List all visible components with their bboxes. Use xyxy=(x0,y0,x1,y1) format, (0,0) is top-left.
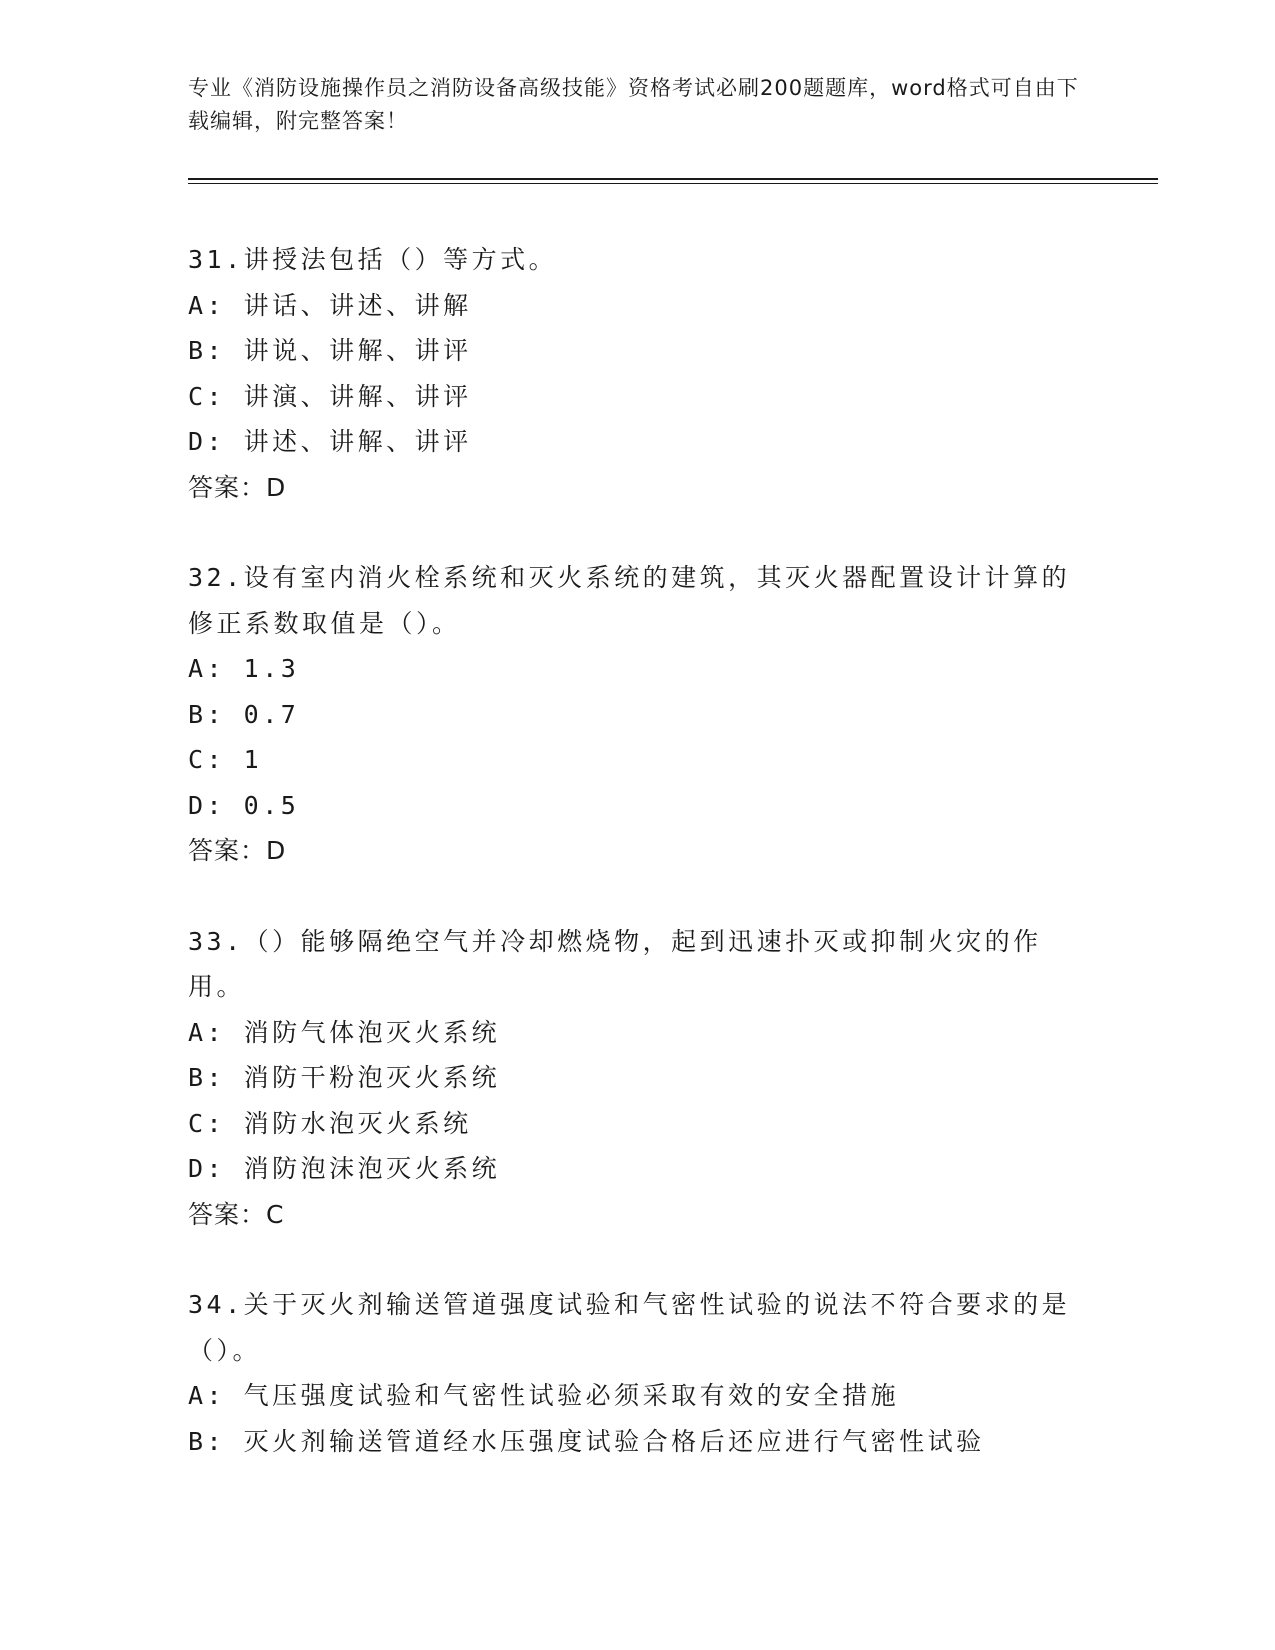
answer-line: 答案：D xyxy=(188,836,287,865)
option-d: D: 消防泡沫泡灭火系统 xyxy=(188,1154,501,1183)
option-b: B: 消防干粉泡灭火系统 xyxy=(188,1063,501,1092)
option-c: C: 消防水泡灭火系统 xyxy=(188,1108,472,1138)
option-a: A: 气压强度试验和气密性试验必须采取有效的安全措施 xyxy=(188,1381,900,1410)
header-divider-thick xyxy=(188,178,1158,180)
answer-line: 答案：C xyxy=(188,1199,285,1229)
question-31 xyxy=(188,237,1088,510)
option-a: A: 1.3 xyxy=(188,654,300,683)
question-33 xyxy=(188,919,1088,1238)
answer-line: 答案：D xyxy=(188,472,287,502)
question-stem: 34.关于灭火剂输送管道强度试验和气密性试验的说法不符合要求的是（）。 xyxy=(188,1290,1071,1365)
option-a: A: 讲话、讲述、讲解 xyxy=(188,290,472,320)
question-stem: 32.设有室内消火栓系统和灭火系统的建筑，其灭火器配置设计计算的修正系数取值是（）。 xyxy=(188,563,1071,638)
question-stem: 33.（）能够隔绝空气并冷却燃烧物，起到迅速扑灭或抑制火灾的作用。 xyxy=(188,926,1042,1001)
option-d: D: 讲述、讲解、讲评 xyxy=(188,427,472,456)
option-a: A: 消防气体泡灭火系统 xyxy=(188,1017,501,1047)
question-32 xyxy=(188,555,1088,874)
question-stem: 31.讲授法包括（）等方式。 xyxy=(188,245,558,274)
question-34 xyxy=(188,1282,1088,1464)
option-b: B: 讲说、讲解、讲评 xyxy=(188,336,472,365)
option-d: D: 0.5 xyxy=(188,790,300,820)
option-c: C: 1 xyxy=(188,745,263,774)
option-b: B: 灭火剂输送管道经水压强度试验合格后还应进行气密性试验 xyxy=(188,1426,985,1456)
question-list xyxy=(188,237,1088,1509)
document-header: 专业《消防设施操作员之消防设备高级技能》资格考试必刷200题题库，word格式可自由下载编辑，附完整答案！ xyxy=(188,76,1079,133)
option-b: B: 0.7 xyxy=(188,699,300,729)
option-c: C: 讲演、讲解、讲评 xyxy=(188,381,472,411)
header-divider-thin xyxy=(188,183,1158,184)
